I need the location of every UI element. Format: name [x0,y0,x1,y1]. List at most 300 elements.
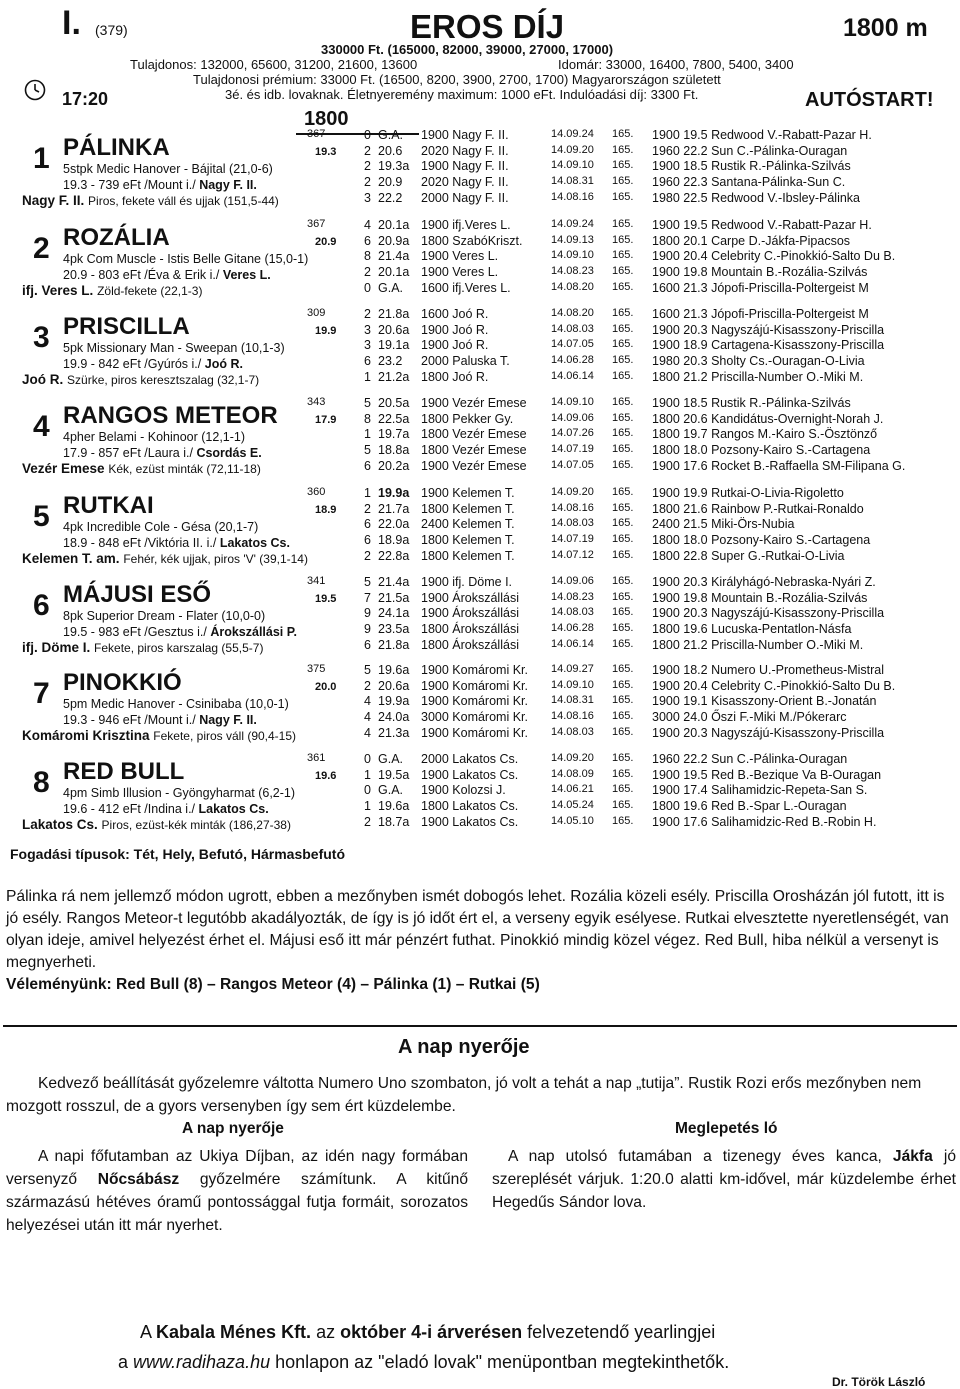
horse-name: ROZÁLIA [63,224,170,251]
result-row [0,622,960,638]
result-track: 165. [612,175,634,188]
horse-number: 8 [33,766,50,799]
result-row [0,427,960,443]
result-track: 165. [612,590,634,603]
result-track: 165. [612,814,634,827]
result-winner: 1960 22.3 Santana-Pálinka-Sun C. [652,175,846,190]
result-date: 14.09.24 [551,128,594,140]
result-time: 20.9a [378,233,410,248]
result-row [0,815,960,831]
rider-name: Nagy F. II. [22,193,85,208]
horse-number: 2 [33,232,50,265]
result-winner: 1800 20.6 Kandidátus-Overnight-Norah J. [652,411,884,426]
result-place: 7 [364,590,371,605]
silk-colors: Kék, ezüst minták (72,11-18) [108,462,261,476]
result-date: 14.06.14 [551,369,594,382]
result-driver: 2020 Nagy F. II. [421,143,509,158]
horse-best-time: 19.6 [315,770,337,782]
result-place: 2 [364,175,371,190]
horse-pedigree: 4pm Simb Illusion - Gyöngyharmat (6,2-1) [63,786,296,800]
result-place: 9 [364,622,371,637]
rider-name: Vezér Emese [22,461,105,476]
horse-rating: 367 [307,128,326,140]
result-winner: 1900 19.5 Redwood V.-Rabatt-Pazar H. [652,218,872,232]
result-place: 5 [364,575,371,589]
result-driver: 3000 Komáromi Kr. [421,710,528,725]
result-time: 19.6a [378,663,410,677]
result-place: 3 [364,190,371,205]
rider-name: Kelemen T. am. [22,551,120,566]
left-column-text [6,1145,468,1237]
result-place: 2 [364,501,371,516]
result-time: 18.9a [378,533,410,548]
horse-best-time: 18.9 [315,504,337,516]
result-place: 2 [364,678,371,693]
result-row [0,281,960,297]
result-driver: 2000 Lakatos Cs. [421,752,519,766]
result-time: 20.5a [378,396,410,410]
rider-name: Joó R. [22,372,64,387]
result-row [0,307,960,323]
rider-name: Lakatos Cs. [22,817,98,832]
footer-line-2 [118,1352,729,1373]
trainer-name: Lakatos Cs. [198,802,269,816]
result-track: 165. [612,159,634,172]
result-date: 14.07.05 [551,458,594,471]
result-driver: 1800 Lakatos Cs. [421,799,519,814]
result-winner: 1980 20.3 Sholty Cs.-Ouragan-O-Livia [652,354,865,369]
result-winner: 1900 17.4 Salihamidzic-Repeta-San S. [652,783,868,798]
left-text-post: győzelmére számítunk. A kitűnő származású hétéves óramű pontossággal futja formáit, sorozatos helyezései után itt már nyerhet. [6,1171,468,1234]
record-text: 19.3 - 739 eFt /Mount i./ [63,178,196,192]
record-text: 19.9 - 842 eFt /Gyúrós i./ [63,357,202,371]
race-conditions: 3é. és idb. lovaknak. Életnyeremény maximum: 1000 eFt. Indulóadási díj: 3300 Ft. [225,87,699,102]
result-winner: 1900 19.9 Rutkai-O-Livia-Rigoletto [652,486,844,500]
horse-rating: 367 [307,218,326,230]
result-winner: 1800 19.6 Lucuska-Pentatlon-Násfa [652,622,852,637]
result-place: 0 [364,752,371,766]
result-date: 14.09.20 [551,486,594,498]
betting-types: Fogadási típusok: Tét, Hely, Befutó, Hármasbefutó [10,846,346,862]
result-winner: 1900 20.3 Nagyszájú-Kisasszony-Priscilla [652,322,885,337]
silk-colors: Szürke, piros keresztszalag (32,1-7) [67,373,260,387]
result-track: 165. [612,354,634,367]
company-name: Kabala Ménes Kft. [156,1322,312,1342]
result-track: 165. [612,725,634,738]
author: Dr. Török László [832,1375,926,1389]
result-time: G.A. [378,783,404,798]
right-text-post: jó szereplését várjuk. 1:20.0 alatti km-idővel, már küzdelembe érhet Hegedűs Sándor lova. [492,1148,956,1211]
result-place: 2 [364,143,371,158]
result-time: 19.5a [378,767,410,782]
result-driver: 1900 Veres L. [421,249,499,264]
auction-date: október 4-i árverésen [340,1322,523,1342]
result-track: 165. [612,338,634,351]
left-text-pre: A napi főfutamban az Ukiya Díjban, az idén nagy formában versenyző [6,1148,468,1188]
result-row [0,575,960,591]
result-driver: 1900 Lakatos Cs. [421,767,519,782]
result-track: 165. [612,710,634,723]
result-driver: 2020 Nagy F. II. [421,175,509,190]
horse-number: 4 [33,410,50,443]
result-time: 20.6a [378,678,410,693]
result-time: 19.7a [378,427,410,442]
result-place: 1 [364,767,371,782]
silk-colors: Fehér, kék ujjak, piros 'V' (39,1-14) [123,552,308,566]
owner-premium: Tulajdonosi prémium: 33000 Ft. (16500, 8200, 3900, 2700, 1700) Magyarországon született [193,72,721,87]
trainer-name: Nagy F. II. [199,178,257,192]
result-date: 14.09.20 [551,143,594,156]
horse-pedigree: 4pk Com Muscle - Istis Belle Gitane (15,0-1) [63,252,309,266]
result-place: 1 [364,427,371,442]
race-number: (379) [95,22,128,38]
record-text: 19.6 - 412 eFt /Indina i./ [63,802,196,816]
result-track: 165. [612,517,634,530]
result-driver: 1900 Árokszállási [421,590,519,605]
horse-pedigree: 4pk Incredible Cole - Gésa (20,1-7) [63,520,259,534]
result-track: 165. [612,663,634,675]
result-time: 23.2 [378,354,403,369]
result-winner: 1800 21.2 Priscilla-Number O.-Miki M. [652,637,864,652]
result-winner: 1980 22.5 Redwood V.-Ibsley-Pálinka [652,190,861,205]
rider-name: ifj. Veres L. [22,283,94,298]
result-track: 165. [612,799,634,812]
result-driver: 1900 Komáromi Kr. [421,694,528,709]
result-date: 14.09.20 [551,752,594,764]
result-row [0,128,960,144]
result-time: 18.8a [378,443,410,458]
result-place: 3 [364,322,371,337]
result-row [0,370,960,386]
race-title: EROS DÍJ [410,8,565,45]
result-date: 14.09.10 [551,249,594,262]
result-driver: 1600 Joó R. [421,307,489,321]
horse-pedigree: 5pk Missionary Man - Sweepan (10,1-3) [63,341,285,355]
result-row [0,726,960,742]
result-date: 14.09.10 [551,159,594,172]
result-winner: 1900 19.1 Kisasszony-Orient B.-Jonatán [652,694,877,709]
result-time: 20.6 [378,143,403,158]
result-winner: 1960 22.2 Sun C.-Pálinka-Ouragan [652,143,848,158]
rider-name: Komáromi Krisztina [22,728,150,743]
distance-heading: 1800 [304,108,349,130]
result-place: 2 [364,159,371,174]
result-row [0,606,960,622]
result-row [0,443,960,459]
result-date: 14.08.16 [551,501,594,514]
result-place: 2 [364,548,371,563]
result-place: 6 [364,533,371,548]
result-date: 14.05.24 [551,799,594,812]
result-row [0,679,960,695]
result-winner: 1900 17.6 Rocket B.-Raffaella SM-Filipana G. [652,458,906,473]
result-driver: 1900 Kelemen T. [421,486,515,500]
result-row [0,486,960,502]
result-track: 165. [612,218,634,230]
result-track: 165. [612,767,634,780]
result-driver: 1900 ifj. Döme I. [421,575,513,589]
record-text: 17.9 - 857 eFt /Laura i./ [63,446,193,460]
result-place: 4 [364,218,371,232]
result-driver: 1900 Vezér Emese [421,458,527,473]
footer-post: felvezetendő yearlingjei [522,1322,716,1342]
result-winner: 3000 24.0 Őszi F.-Miki M./Pókerarc [652,710,847,725]
result-winner: 1900 20.4 Celebrity C.-Pinokkió-Salto Du B. [652,249,896,264]
result-date: 14.08.20 [551,307,594,319]
result-driver: 2000 Nagy F. II. [421,190,509,205]
clock-icon [24,79,46,101]
result-date: 14.08.03 [551,322,594,335]
result-driver: 1800 Kelemen T. [421,533,515,548]
result-track: 165. [612,143,634,156]
horse-pedigree: 5pm Medic Hanover - Csinibaba (10,0-1) [63,697,289,711]
horse-best-time: 19.5 [315,593,337,605]
trainer-name: Veres L. [222,268,271,282]
commentary [6,886,958,996]
horse-name: RUTKAI [63,492,154,519]
result-track: 165. [612,486,634,498]
result-row [0,694,960,710]
result-track: 165. [612,458,634,471]
result-date: 14.07.19 [551,443,594,456]
result-date: 14.08.16 [551,710,594,723]
result-row [0,218,960,234]
result-driver: 1900 Nagy F. II. [421,128,509,142]
result-place: 1 [364,369,371,384]
result-place: 6 [364,637,371,652]
right-column-title: Meglepetés ló [675,1120,778,1137]
result-driver: 1800 SzabóKriszt. [421,233,523,248]
result-place: 2 [364,307,371,321]
result-winner: 1900 19.5 Redwood V.-Rabatt-Pazar H. [652,128,872,142]
result-driver: 1900 Veres L. [421,265,499,280]
result-date: 14.09.06 [551,411,594,424]
result-track: 165. [612,533,634,546]
result-winner: 1800 19.6 Red B.-Spar L.-Ouragan [652,799,847,814]
footer-line-1 [140,1322,715,1343]
result-driver: 1800 Árokszállási [421,637,519,652]
silk-colors: Piros, fekete váll és ujjak (151,5-44) [88,194,279,208]
result-track: 165. [612,233,634,246]
silk-colors: Zöld-fekete (22,1-3) [97,284,203,298]
result-time: G.A. [378,128,404,142]
trainer-prize: Idomár: 33000, 16400, 7800, 5400, 3400 [558,57,794,72]
horse-name: RANGOS METEOR [63,402,278,429]
result-driver: 1800 Pekker Gy. [421,411,514,426]
result-place: 4 [364,710,371,725]
result-track: 165. [612,501,634,514]
tip-horse: Nőcsábász [97,1171,180,1188]
result-time: 20.9 [378,175,403,190]
result-driver: 1900 Vezér Emese [421,396,527,410]
result-date: 14.09.10 [551,396,594,408]
result-driver: 1900 Joó R. [421,322,489,337]
verdict: Véleményünk: Red Bull (8) – Rangos Meteor (4) – Pálinka (1) – Rutkai (5) [6,976,540,993]
result-track: 165. [612,443,634,456]
surprise-horse: Jákfa [892,1148,933,1165]
result-winner: 1900 20.3 Nagyszájú-Kisasszony-Priscilla [652,725,885,740]
result-time: 22.2 [378,190,403,205]
result-winner: 1800 19.7 Rangos M.-Kairo S.-Ösztönző [652,427,878,442]
result-driver: 1900 Lakatos Cs. [421,814,519,829]
result-time: G.A. [378,752,404,766]
owners-prize: Tulajdonos: 132000, 65600, 31200, 21600, 13600 [130,57,418,72]
result-winner: 1900 18.2 Numero U.-Prometheus-Mistral [652,663,885,677]
result-driver: 1800 Joó R. [421,369,489,384]
horse-rating: 375 [307,663,326,675]
result-track: 165. [612,694,634,707]
result-date: 14.08.03 [551,517,594,530]
result-winner: 1900 20.3 Nagyszájú-Kisasszony-Priscilla [652,606,885,621]
result-row [0,249,960,265]
result-date: 14.08.03 [551,725,594,738]
result-time: 21.5a [378,590,410,605]
result-time: 21.7a [378,501,410,516]
horse-name: MÁJUSI ESŐ [63,581,212,608]
result-place: 0 [364,280,371,295]
result-place: 6 [364,233,371,248]
result-track: 165. [612,622,634,635]
result-track: 165. [612,783,634,796]
horse-rating: 341 [307,575,326,587]
result-time: 24.0a [378,710,410,725]
start-type: AUTÓSTART! [805,89,934,111]
result-winner: 1800 21.6 Rainbow P.-Rutkai-Ronaldo [652,501,864,516]
result-time: 21.4a [378,575,410,589]
horse-best-time: 20.9 [315,236,337,248]
horse-number: 5 [33,500,50,533]
result-date: 14.07.19 [551,533,594,546]
result-driver: 1900 Kolozsi J. [421,783,506,798]
result-time: 24.1a [378,606,410,621]
website-link[interactable]: www.radihaza.hu [133,1352,271,1372]
result-date: 14.09.13 [551,233,594,246]
result-time: 19.9a [378,486,410,500]
result-driver: 2000 Paluska T. [421,354,510,369]
commentary-text: Pálinka rá nem jellemző módon ugrott, ebben a mezőnyben ismét dobogós lehet. Rozália közeli esély. Priscilla Orosházán jól futott, itt is jó esély. Rangos Meteor-t legutóbb akadályozták, de így is jó időt ért el, a verseny egyik esélyese. Rutkai elvesztette nyeretlenségét, van olyan ideje, amivel helyezést érhet el. Májusi eső itt már pénzért futhat. Pinokkió mindig közel végez. Red Bull, hiba nélkül a versenyt is megnyerheti. [6,888,949,971]
result-track: 165. [612,678,634,691]
result-winner: 1800 18.0 Pozsony-Kairo S.-Cartagena [652,533,871,548]
footer2-post: honlapon az "eladó lovak" menüpontban megtekinthetők. [270,1352,730,1372]
result-date: 14.07.05 [551,338,594,351]
result-driver: 1900 ifj.Veres L. [421,218,511,232]
result-place: 1 [364,799,371,814]
record-text: 19.5 - 983 eFt /Gesztus i./ [63,625,207,639]
result-row [0,549,960,565]
result-track: 165. [612,190,634,203]
result-time: 20.1a [378,265,410,280]
result-row [0,663,960,679]
horse-pedigree: 4pher Belami - Kohinoor (12,1-1) [63,430,246,444]
result-date: 14.09.27 [551,663,594,675]
horse-pedigree: 8pk Superior Dream - Flater (10,0-0) [63,609,266,623]
result-track: 165. [612,396,634,408]
result-date: 14.06.14 [551,637,594,650]
horse-rating: 360 [307,486,326,498]
result-time: 21.8a [378,637,410,652]
result-place: 2 [364,265,371,280]
result-driver: 1800 Kelemen T. [421,548,515,563]
result-place: 0 [364,783,371,798]
result-time: 20.1a [378,218,410,232]
result-time: 21.8a [378,307,410,321]
horse-rating: 343 [307,396,326,408]
result-driver: 1900 Árokszállási [421,606,519,621]
trainer-name: Lakatos Cs. [219,536,290,550]
result-track: 165. [612,411,634,424]
horse-rating: 309 [307,307,326,319]
result-time: 19.6a [378,799,410,814]
result-row [0,412,960,428]
result-row [0,159,960,175]
result-date: 14.08.20 [551,280,594,293]
result-winner: 1900 19.8 Mountain B.-Rozália-Szilvás [652,265,868,280]
result-track: 165. [612,369,634,382]
horse-best-time: 17.9 [315,414,337,426]
result-date: 14.08.23 [551,265,594,278]
result-winner: 1900 20.4 Celebrity C.-Pinokkió-Salto Du B. [652,678,896,693]
result-time: 22.5a [378,411,410,426]
horse-name: PÁLINKA [63,134,170,161]
prize-line: 330000 Ft. (165000, 82000, 39000, 27000, 17000) [321,42,614,57]
result-row [0,396,960,412]
result-date: 14.08.09 [551,767,594,780]
result-time: 23.5a [378,622,410,637]
result-row [0,323,960,339]
result-row [0,175,960,191]
record-text: 20.9 - 803 eFt /Éva & Erik i./ [63,268,220,282]
result-winner: 1800 22.8 Super G.-Rutkai-O-Livia [652,548,845,563]
result-track: 165. [612,280,634,293]
result-date: 14.08.16 [551,190,594,203]
result-driver: 1900 Komáromi Kr. [421,663,528,677]
result-row [0,354,960,370]
result-winner: 1800 18.0 Pozsony-Kairo S.-Cartagena [652,443,871,458]
result-driver: 1900 Komáromi Kr. [421,725,528,740]
result-date: 14.06.28 [551,354,594,367]
result-row [0,799,960,815]
footer-mid: az [311,1322,341,1342]
result-date: 14.08.03 [551,606,594,619]
result-time: G.A. [378,280,404,295]
result-place: 2 [364,814,371,829]
result-row [0,710,960,726]
result-time: 18.7a [378,814,410,829]
result-time: 19.1a [378,338,410,353]
horse-best-time: 19.3 [315,146,337,158]
result-driver: 1600 ifj.Veres L. [421,280,511,295]
result-winner: 1800 21.2 Priscilla-Number O.-Miki M. [652,369,864,384]
result-place: 5 [364,443,371,458]
result-track: 165. [612,128,634,140]
result-driver: 1800 Vezér Emese [421,427,527,442]
race-distance: 1800 m [843,14,928,42]
result-time: 21.4a [378,249,410,264]
right-column-text [492,1145,956,1214]
result-winner: 1900 17.6 Salihamidzic-Red B.-Robin H. [652,814,877,829]
result-place: 8 [364,411,371,426]
result-track: 165. [612,575,634,587]
horse-number: 7 [33,677,50,710]
silk-colors: Fekete, piros váll (90,4-15) [153,729,297,743]
result-winner: 1900 19.5 Red B.-Bezique Va B-Ouragan [652,767,882,782]
result-driver: 2400 Kelemen T. [421,517,515,532]
horse-number: 3 [33,321,50,354]
result-driver: 1900 Komáromi Kr. [421,678,528,693]
record-text: 18.9 - 848 eFt /Viktória II. i./ [63,536,217,550]
result-date: 14.05.10 [551,814,594,827]
result-place: 6 [364,458,371,473]
